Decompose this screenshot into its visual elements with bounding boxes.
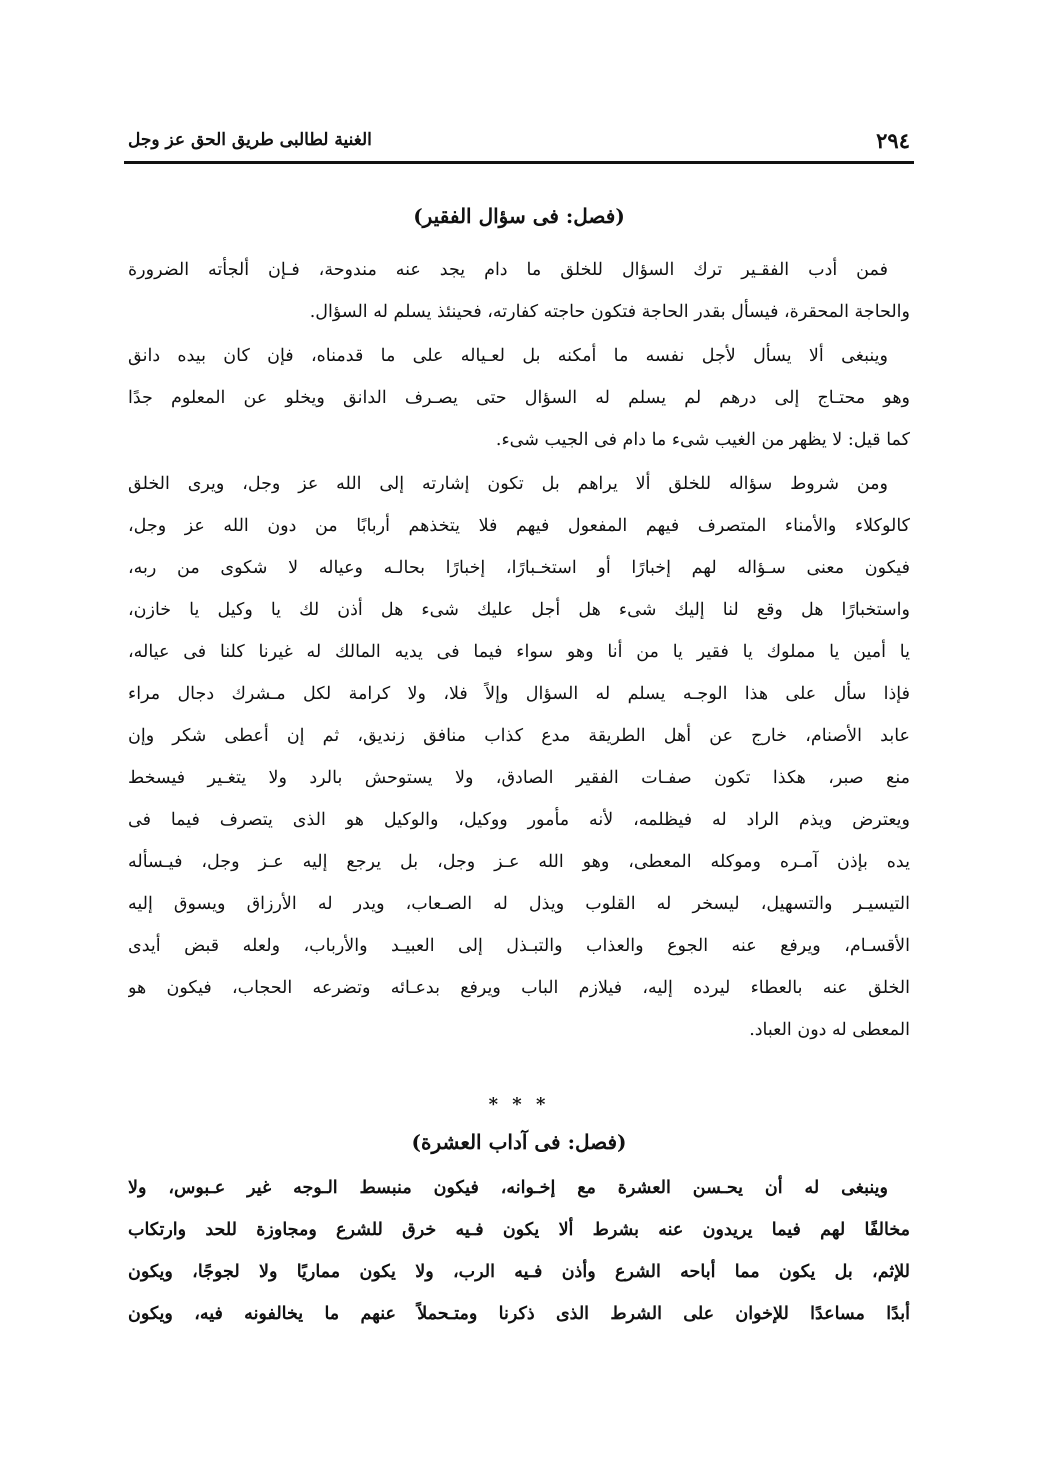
text-line: يا أمين يا مملوك يا فقير يا من أنا وهو سواء فيما فى يديه المالك له غيرنا كلنا فى عياله، — [128, 642, 910, 662]
section-separator: * * * — [488, 1094, 550, 1115]
text-line: مخالفًا لهم فيما يريدون عنه بشرط ألا يكون فـيه خرق للشرع ومجاوزة للحد وارتكاب — [128, 1220, 910, 1240]
text-line: منع صبر، هكذا تكون صفـات الفقير الصادق، ولا يستوحش بالرد ولا يتغـير فيسخط — [128, 768, 910, 788]
text-line: كما قيل: لا يظهر من الغيب شىء ما دام فى الجيب شىء. — [495, 430, 910, 450]
header-rule — [124, 161, 914, 164]
text-line: واستخبارًا هل وقع لنا إليك شىء هل أجل عليك شىء هل أذن لك يا وكيل يا خازن، — [128, 600, 910, 620]
text-line: يده بإذن آمـره وموكله المعطى، وهو الله عـز وجل، بل يرجع إليه عـز وجل، فيـسأله — [128, 852, 910, 872]
text-line: ومن شروط سؤاله للخلق ألا يراهم بل تكون إشارته إلى الله عز وجل، ويرى الخلق — [128, 474, 888, 494]
section-body-companionship — [128, 1167, 910, 1335]
text-line: عابد الأصنام، خارج عن أهل الطريقة مدع كذاب منافق زنديق، ثم إن أعطى شكر وإن — [128, 726, 910, 746]
section-body-begging — [128, 249, 910, 1051]
text-line: وهو محتـاج إلى درهم لم يسلم له السؤال حتى يصـرف الدانق ويخلو عن المعلوم جدًا — [128, 388, 910, 408]
text-line: فإذا سأل على هذا الوجـه يسلم له السؤال وإلاً فلا، ولا كرامة لكل مـشرك دجال مراء — [128, 684, 910, 704]
text-line: للإثم، بل يكون مما أباحه الشرع وأذن فـيه الرب، ولا يكون مماريًا ولا لجوجًا، ويكون — [128, 1262, 910, 1282]
text-line: الخلق عنه بالعطاء ليرده إليه، فيلازم الباب ويرفع بدعـائه وتضرعه الحجاب، فيكون هو — [128, 978, 910, 998]
text-line: وينبغى له أن يحـسن العشرة مع إخـوانه، فيكون منبسط الـوجه غير عـبوس، ولا — [128, 1178, 888, 1198]
page-number: ٢٩٤ — [876, 128, 910, 153]
text-line: أبدًا مساعدًا للإخوان على الشرط الذى ذكرنا ومتـحملاً عنهم ما يخالفونه فيه، ويكون — [128, 1304, 910, 1324]
section-title-begging: (فصل: فى سؤال الفقير) — [413, 204, 625, 228]
section-title-companionship: (فصل: فى آداب العشرة) — [411, 1130, 627, 1154]
book-title: الغنية لطالبى طريق الحق عز وجل — [128, 130, 372, 150]
text-line: التيسيـر والتسهيل، ليسخر له القلوب ويذل له الصـعاب، ويدر له الأرزاق ويسوق إليه — [128, 894, 910, 914]
running-header — [128, 128, 910, 158]
text-line: فمن أدب الفقـير ترك السؤال للخلق ما دام يجد عنه مندوحة، فـإن ألجأته الضرورة — [128, 260, 888, 280]
text-line: كالوكلاء والأمناء المتصرف فيهم المفعول فيهم فلا يتخذهم أربابًا من دون الله عز وجل، — [128, 516, 910, 536]
text-line: الأقسـام، ويرفع عنه الجوع والعذاب والتبـذل إلى العبيـد والأرباب، ولعله قبض أيدى — [128, 936, 910, 956]
text-line: وينبغى ألا يسأل لأجل نفسه ما أمكنه بل لعـياله على ما قدمناه، فإن كان بيده دانق — [128, 346, 888, 366]
text-line: المعطى له دون العباد. — [749, 1020, 910, 1040]
text-line: ويعترض ويذم الراد له فيظلمه، لأنه مأمور ووكيل، والوكيل هو الذى يتصرف فيما فى — [128, 810, 910, 830]
text-line: والحاجة المحقرة، فيسأل بقدر الحاجة فتكون حاجته كفارته، فحينئذ يسلم له السؤال. — [309, 302, 910, 322]
text-line: فيكون معنى سـؤاله لهم إخبارًا أو استخـبارًا، إخبارًا بحالـه وعياله لا شكوى من ربه، — [128, 558, 910, 578]
